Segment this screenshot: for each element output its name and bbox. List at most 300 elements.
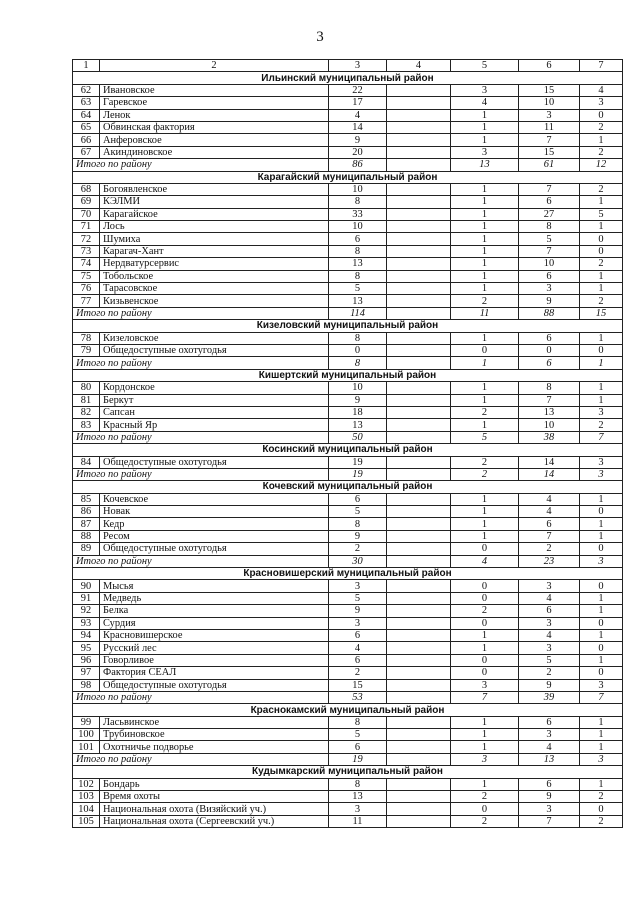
table-cell: 6 [329, 629, 387, 641]
district-heading-row [73, 320, 623, 332]
table-cell: 1 [580, 134, 623, 146]
table-row [73, 84, 623, 96]
table-cell [387, 208, 451, 220]
table-row [73, 530, 623, 542]
table-cell: 9 [329, 394, 387, 406]
table-cell: 17 [329, 97, 387, 109]
table-cell: 8 [519, 221, 580, 233]
total-cell: 14 [519, 468, 580, 480]
table-cell [387, 654, 451, 666]
table-cell: Медведь [100, 592, 329, 604]
total-cell: 11 [451, 307, 519, 319]
table-cell [387, 493, 451, 505]
table-cell: 3 [580, 406, 623, 418]
table-cell [387, 283, 451, 295]
table-cell: 1 [451, 394, 519, 406]
table-cell: 7 [519, 183, 580, 195]
table-row [73, 196, 623, 208]
table-cell: Ласьвинское [100, 716, 329, 728]
table-cell: 0 [451, 803, 519, 815]
table-cell: 1 [451, 629, 519, 641]
total-label: Итого по району [73, 307, 329, 319]
table-cell: 0 [329, 344, 387, 356]
table-cell: 1 [580, 530, 623, 542]
table-row [73, 605, 623, 617]
district-total-row [73, 159, 623, 171]
table-cell: 66 [73, 134, 100, 146]
table-cell [387, 679, 451, 691]
table-cell: 3 [519, 803, 580, 815]
table-cell: 77 [73, 295, 100, 307]
table-cell: 1 [451, 642, 519, 654]
table-cell: Кизьвенское [100, 295, 329, 307]
total-cell: 39 [519, 691, 580, 703]
total-label: Итого по району [73, 159, 329, 171]
table-cell: Тарасовское [100, 283, 329, 295]
table-cell: 1 [451, 530, 519, 542]
table-cell: 8 [519, 382, 580, 394]
table-row [73, 270, 623, 282]
total-cell: 86 [329, 159, 387, 171]
table-cell: 100 [73, 729, 100, 741]
total-cell: 13 [519, 753, 580, 765]
table-cell [387, 270, 451, 282]
district-title: Косинский муниципальный район [73, 444, 623, 456]
table-cell [387, 629, 451, 641]
table-cell: 68 [73, 183, 100, 195]
table-row [73, 344, 623, 356]
table-cell: 1 [580, 382, 623, 394]
district-title: Кизеловский муниципальный район [73, 320, 623, 332]
table-cell: 75 [73, 270, 100, 282]
district-heading-row [73, 704, 623, 716]
table-cell: 67 [73, 146, 100, 158]
table-cell: 101 [73, 741, 100, 753]
table-cell [387, 803, 451, 815]
table-row [73, 419, 623, 431]
table-cell: 10 [519, 97, 580, 109]
table-cell: 7 [519, 815, 580, 827]
table-cell [387, 245, 451, 257]
table-cell [387, 580, 451, 592]
table-cell [387, 617, 451, 629]
table-row [73, 134, 623, 146]
total-cell: 4 [451, 555, 519, 567]
table-cell: 0 [451, 617, 519, 629]
table-cell: 1 [580, 654, 623, 666]
table-cell: 4 [580, 84, 623, 96]
table-row [73, 716, 623, 728]
table-row [73, 629, 623, 641]
table-cell: 1 [451, 208, 519, 220]
table-cell: Богоявленское [100, 183, 329, 195]
table-cell [387, 419, 451, 431]
total-cell: 50 [329, 431, 387, 443]
table-cell: 11 [329, 815, 387, 827]
table-cell: 91 [73, 592, 100, 604]
table-cell [387, 815, 451, 827]
table-cell: 4 [519, 741, 580, 753]
table-cell: Говорливое [100, 654, 329, 666]
table-cell: 8 [329, 270, 387, 282]
table-cell [387, 84, 451, 96]
table-cell [387, 741, 451, 753]
table-cell: 0 [580, 109, 623, 121]
district-title: Кишертский муниципальный район [73, 369, 623, 381]
table-row [73, 729, 623, 741]
total-cell: 12 [580, 159, 623, 171]
table-row [73, 233, 623, 245]
table-cell: 4 [519, 506, 580, 518]
table-row [73, 654, 623, 666]
table-cell: 2 [580, 815, 623, 827]
table-cell: 15 [519, 146, 580, 158]
table-cell: 1 [451, 778, 519, 790]
table-cell: 5 [519, 654, 580, 666]
table-cell: Лось [100, 221, 329, 233]
table-cell: Красный Яр [100, 419, 329, 431]
table-cell: Красновишерское [100, 629, 329, 641]
table-cell: Обвинская фактория [100, 121, 329, 133]
total-label: Итого по району [73, 753, 329, 765]
table-cell: 0 [580, 344, 623, 356]
table-cell: 0 [580, 667, 623, 679]
table-row [73, 518, 623, 530]
table-row [73, 815, 623, 827]
column-number-cell: 6 [519, 60, 580, 72]
table-row [73, 667, 623, 679]
table-cell [387, 642, 451, 654]
table-cell: 2 [451, 791, 519, 803]
total-cell: 1 [580, 357, 623, 369]
table-cell: 8 [329, 778, 387, 790]
table-cell [387, 344, 451, 356]
table-cell: 69 [73, 196, 100, 208]
table-cell [387, 406, 451, 418]
total-cell: 3 [580, 753, 623, 765]
table-cell: 9 [519, 679, 580, 691]
table-cell: 27 [519, 208, 580, 220]
table-cell [387, 592, 451, 604]
total-cell [387, 357, 451, 369]
table-cell: 8 [329, 716, 387, 728]
total-cell: 7 [580, 691, 623, 703]
total-cell: 5 [451, 431, 519, 443]
total-cell: 19 [329, 753, 387, 765]
table-cell: 0 [580, 506, 623, 518]
table-row [73, 617, 623, 629]
total-cell [387, 555, 451, 567]
table-cell: 87 [73, 518, 100, 530]
column-number-cell: 5 [451, 60, 519, 72]
table-cell: 85 [73, 493, 100, 505]
table-cell: 3 [451, 84, 519, 96]
column-number-row [73, 60, 623, 72]
table-cell: 3 [329, 803, 387, 815]
table-cell: 7 [519, 245, 580, 257]
table-cell: 4 [519, 629, 580, 641]
table-cell: 1 [580, 283, 623, 295]
table-cell: 1 [580, 332, 623, 344]
table-row [73, 97, 623, 109]
table-cell: 1 [451, 109, 519, 121]
table-cell: Общедоступные охотугодья [100, 543, 329, 555]
table-cell: Мысья [100, 580, 329, 592]
total-cell: 15 [580, 307, 623, 319]
table-cell: 13 [329, 791, 387, 803]
table-cell: 1 [451, 258, 519, 270]
table-cell: 1 [451, 518, 519, 530]
total-cell: 13 [451, 159, 519, 171]
table-cell: Тобольское [100, 270, 329, 282]
district-heading-row [73, 171, 623, 183]
table-cell: 8 [329, 245, 387, 257]
table-cell: 71 [73, 221, 100, 233]
table-cell: 0 [451, 592, 519, 604]
table-cell: 33 [329, 208, 387, 220]
table-cell: Белка [100, 605, 329, 617]
district-title: Кудымкарский муниципальный район [73, 766, 623, 778]
table-cell [387, 791, 451, 803]
table-row [73, 741, 623, 753]
total-cell: 53 [329, 691, 387, 703]
table-cell [387, 233, 451, 245]
table-row [73, 332, 623, 344]
table-cell: 20 [329, 146, 387, 158]
table-cell [387, 729, 451, 741]
table-cell: 9 [519, 295, 580, 307]
total-cell: 19 [329, 468, 387, 480]
table-cell: 3 [329, 617, 387, 629]
district-heading-row [73, 766, 623, 778]
table-cell: 2 [451, 456, 519, 468]
table-cell: 4 [329, 109, 387, 121]
table-row [73, 208, 623, 220]
table-cell: 1 [580, 493, 623, 505]
table-row [73, 245, 623, 257]
table-cell: 3 [519, 642, 580, 654]
table-cell: 1 [451, 741, 519, 753]
table-row [73, 456, 623, 468]
table-row [73, 791, 623, 803]
table-cell: 7 [519, 530, 580, 542]
table-cell [387, 518, 451, 530]
table-cell: 2 [451, 406, 519, 418]
table-cell: Бондарь [100, 778, 329, 790]
table-cell: 0 [451, 654, 519, 666]
table-cell: 1 [580, 605, 623, 617]
table-cell: 2 [580, 121, 623, 133]
table-cell: 6 [519, 518, 580, 530]
total-label: Итого по району [73, 555, 329, 567]
table-cell: 2 [519, 667, 580, 679]
district-total-row [73, 431, 623, 443]
table-row [73, 382, 623, 394]
table-cell: 62 [73, 84, 100, 96]
table-cell: 11 [519, 121, 580, 133]
table-row [73, 258, 623, 270]
table-cell: 18 [329, 406, 387, 418]
total-cell: 3 [580, 555, 623, 567]
total-label: Итого по району [73, 468, 329, 480]
table-cell: 105 [73, 815, 100, 827]
table-cell: 9 [329, 605, 387, 617]
table-cell: 3 [519, 729, 580, 741]
table-cell: 2 [519, 543, 580, 555]
table-cell: 65 [73, 121, 100, 133]
table-cell: 1 [451, 493, 519, 505]
table-row [73, 778, 623, 790]
table-cell [387, 134, 451, 146]
table-cell: 1 [580, 778, 623, 790]
table-cell: 83 [73, 419, 100, 431]
table-cell: Национальная охота (Сергеевский уч.) [100, 815, 329, 827]
district-heading-row [73, 369, 623, 381]
table-cell: Акиндиновское [100, 146, 329, 158]
table-cell: 0 [580, 543, 623, 555]
table-cell: 13 [329, 419, 387, 431]
table-cell: Ленок [100, 109, 329, 121]
total-cell [387, 691, 451, 703]
table-row [73, 183, 623, 195]
table-cell: 7 [519, 394, 580, 406]
table-cell: 6 [329, 654, 387, 666]
table-cell: Трубиновское [100, 729, 329, 741]
table-cell: 93 [73, 617, 100, 629]
table-cell [387, 667, 451, 679]
table-cell: 1 [451, 716, 519, 728]
table-cell: 0 [519, 344, 580, 356]
table-cell: Гаревское [100, 97, 329, 109]
table-cell: 3 [451, 679, 519, 691]
table-cell: 1 [451, 196, 519, 208]
table-cell: 13 [519, 406, 580, 418]
table-cell: 2 [580, 419, 623, 431]
table-cell: 6 [519, 332, 580, 344]
table-row [73, 506, 623, 518]
table-cell: 0 [451, 667, 519, 679]
district-title: Красновишерский муниципальный район [73, 568, 623, 580]
table-cell: 98 [73, 679, 100, 691]
table-cell [387, 221, 451, 233]
table-row [73, 493, 623, 505]
table-cell: 10 [329, 221, 387, 233]
table-cell: 19 [329, 456, 387, 468]
table-cell: 4 [519, 493, 580, 505]
table-cell: 15 [329, 679, 387, 691]
table-cell: 13 [329, 295, 387, 307]
table-cell: 0 [580, 642, 623, 654]
total-cell: 7 [580, 431, 623, 443]
table-row [73, 109, 623, 121]
table-cell: 0 [580, 617, 623, 629]
table-cell: 1 [451, 134, 519, 146]
table-cell: 81 [73, 394, 100, 406]
table-cell: 1 [580, 741, 623, 753]
table-cell: 1 [580, 716, 623, 728]
table-cell: 3 [519, 109, 580, 121]
table-cell: 96 [73, 654, 100, 666]
total-cell [387, 468, 451, 480]
district-heading-row [73, 481, 623, 493]
table-cell: Общедоступные охотугодья [100, 679, 329, 691]
table-cell: 2 [451, 605, 519, 617]
table-cell: 1 [451, 729, 519, 741]
table-row [73, 803, 623, 815]
table-cell: 9 [519, 791, 580, 803]
table-cell [387, 605, 451, 617]
table-cell: 5 [329, 506, 387, 518]
total-label: Итого по району [73, 431, 329, 443]
table-cell: Ресом [100, 530, 329, 542]
table-cell [387, 97, 451, 109]
table-cell: 2 [580, 146, 623, 158]
table-cell: Нердватурсервис [100, 258, 329, 270]
table-cell: 1 [580, 518, 623, 530]
table-cell: 15 [519, 84, 580, 96]
table-cell: 2 [451, 295, 519, 307]
table-cell: 1 [580, 196, 623, 208]
total-cell [387, 159, 451, 171]
table-cell: 78 [73, 332, 100, 344]
total-cell: 88 [519, 307, 580, 319]
total-cell: 8 [329, 357, 387, 369]
district-title: Кочевский муниципальный район [73, 481, 623, 493]
table-cell: Общедоступные охотугодья [100, 344, 329, 356]
table-cell [387, 506, 451, 518]
table-cell: 0 [451, 580, 519, 592]
total-cell: 3 [580, 468, 623, 480]
total-cell [387, 753, 451, 765]
district-title: Карагайский муниципальный район [73, 171, 623, 183]
table-cell: 1 [580, 394, 623, 406]
table-cell: 2 [580, 791, 623, 803]
table-cell: 1 [580, 592, 623, 604]
table-cell: 6 [519, 778, 580, 790]
table-cell: 70 [73, 208, 100, 220]
table-cell: 5 [329, 729, 387, 741]
district-total-row [73, 555, 623, 567]
table-cell: 1 [451, 233, 519, 245]
total-cell: 7 [451, 691, 519, 703]
column-number-cell: 3 [329, 60, 387, 72]
table-cell: 2 [329, 543, 387, 555]
table-cell [387, 146, 451, 158]
table-cell: 82 [73, 406, 100, 418]
total-cell: 6 [519, 357, 580, 369]
table-cell: Охотничье подворье [100, 741, 329, 753]
table-row [73, 406, 623, 418]
table-cell: 0 [580, 245, 623, 257]
table-cell: 1 [451, 506, 519, 518]
table-cell: Кордонское [100, 382, 329, 394]
table-cell: Новак [100, 506, 329, 518]
table-cell: 4 [329, 642, 387, 654]
table-cell: 1 [451, 283, 519, 295]
table-cell: 3 [329, 580, 387, 592]
table-cell: 4 [451, 97, 519, 109]
table-cell: 1 [580, 221, 623, 233]
table-cell: 99 [73, 716, 100, 728]
table-cell: 3 [519, 580, 580, 592]
district-heading-row [73, 568, 623, 580]
table-cell: 102 [73, 778, 100, 790]
total-cell [387, 431, 451, 443]
table-cell [387, 716, 451, 728]
table-cell: Карагайское [100, 208, 329, 220]
table-cell: 1 [580, 729, 623, 741]
table-cell: Беркут [100, 394, 329, 406]
